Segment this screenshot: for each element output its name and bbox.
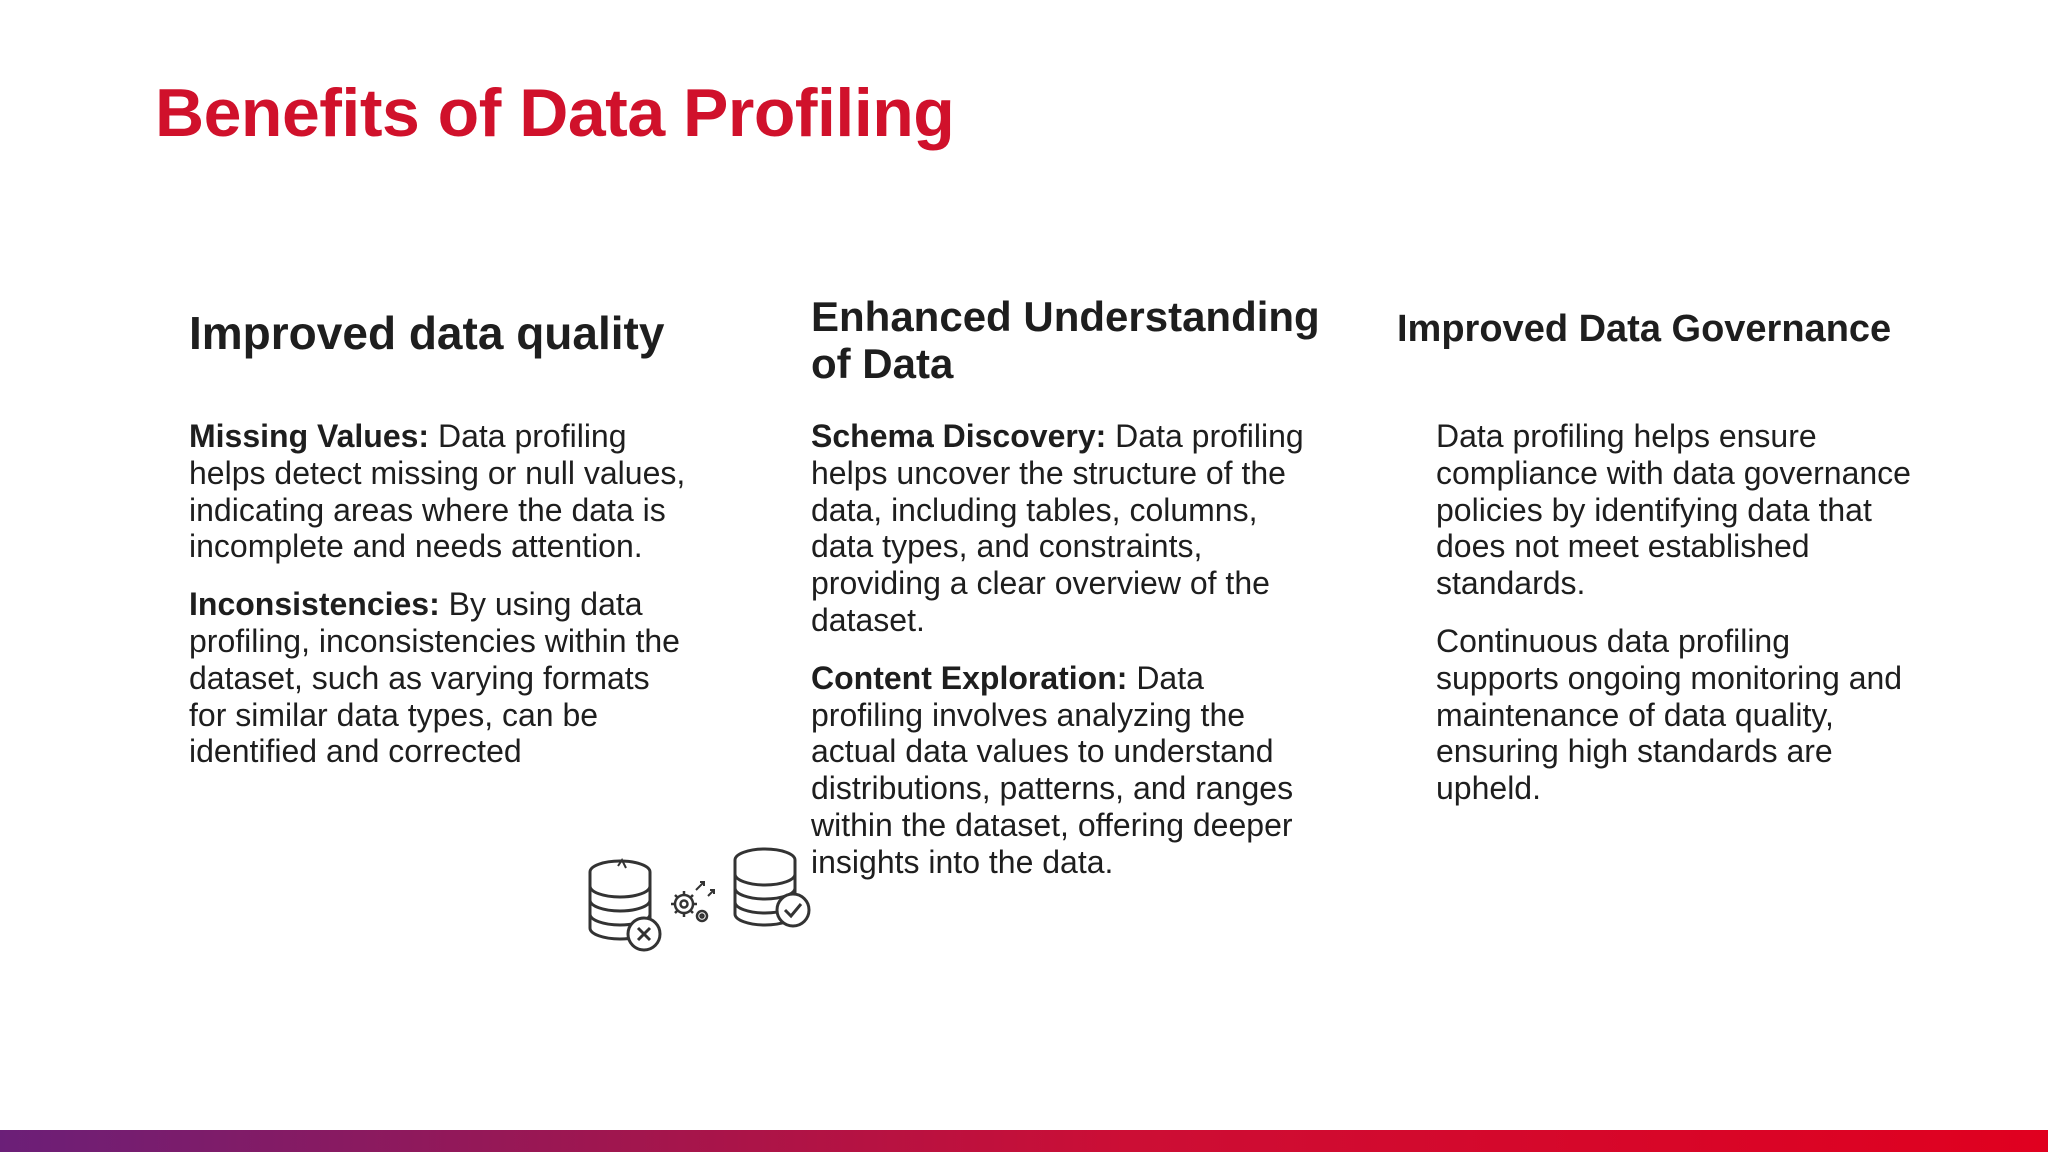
paragraph-compliance <box>1436 418 1916 602</box>
column-heading: Enhanced Understanding of Data <box>811 293 1320 387</box>
database-error-icon <box>590 860 660 950</box>
bottom-gradient-bar <box>0 1130 2048 1152</box>
database-check-icon <box>735 849 809 926</box>
paragraph-lead: Missing Values: <box>189 418 430 454</box>
paragraph-body: Data profiling helps detect missing or null values, indicating areas where the data is incomplete and needs attention. <box>189 418 686 565</box>
column-body <box>189 418 689 791</box>
paragraph-body: Data profiling helps ensure compliance with data governance policies by identifying data that does not meet established standards. <box>1436 418 1911 602</box>
paragraph-lead: Inconsistencies: <box>189 586 440 623</box>
data-profiling-illustration <box>582 846 817 956</box>
paragraph-body: Continuous data profiling supports ongoing monitoring and maintenance of data quality, ensuring high standards are upheld. <box>1436 622 1903 807</box>
column-body <box>811 418 1311 902</box>
column-heading: Improved Data Governance <box>1397 308 1892 350</box>
paragraph-body: Data profiling involves analyzing the actual data values to understand distributions, patterns, and ranges within the dataset, offering deeper insights into the data. <box>811 659 1294 880</box>
paragraph-lead: Schema Discovery: <box>811 418 1107 454</box>
page-title: Benefits of Data Profiling <box>155 75 955 151</box>
paragraph-content-exploration <box>811 660 1311 881</box>
paragraph-missing-values <box>189 418 689 565</box>
column-heading: Improved data quality <box>189 307 665 359</box>
paragraph-body: By using data profiling, inconsistencies within the dataset, such as varying formats for similar data types, can be identified and corrected <box>189 586 680 770</box>
column-body <box>1436 418 1916 828</box>
paragraph-lead: Content Exploration: <box>811 659 1128 696</box>
paragraph-body: Data profiling helps uncover the structure of the data, including tables, columns, data types, and constraints, providing a clear overview of the dataset. <box>811 418 1304 638</box>
gears-icon <box>671 882 714 921</box>
paragraph-schema-discovery <box>811 418 1311 639</box>
paragraph-continuous-profiling <box>1436 623 1916 807</box>
paragraph-inconsistencies <box>189 586 689 770</box>
